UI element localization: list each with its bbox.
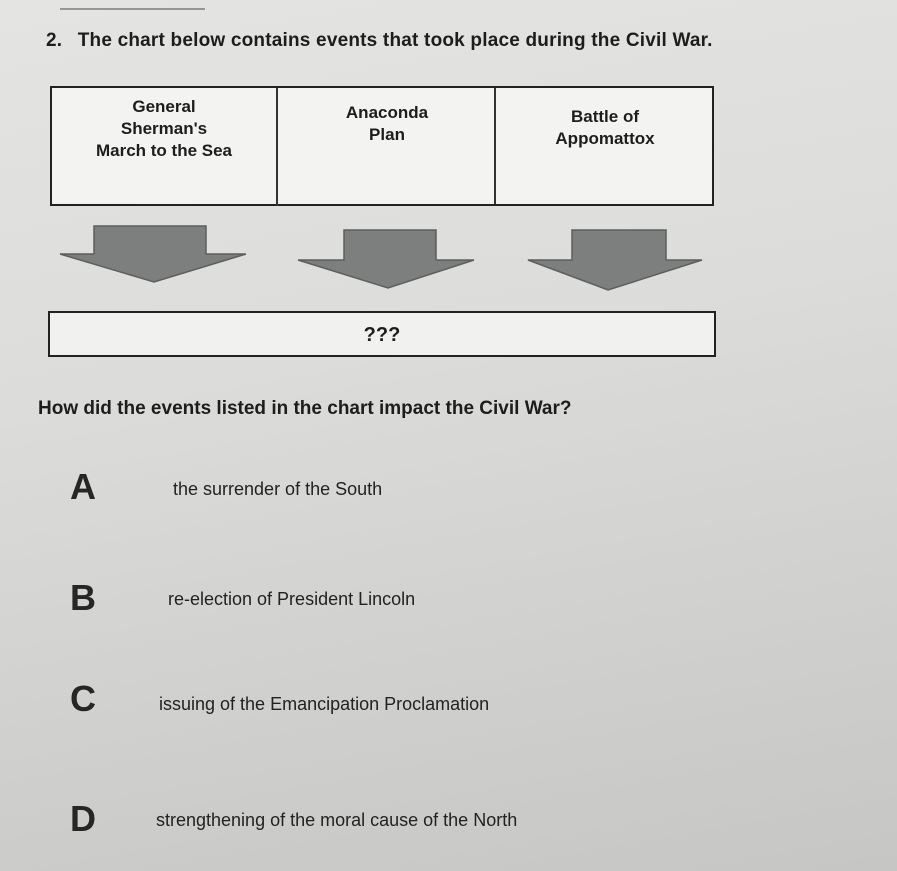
down-arrow-icon <box>526 228 706 292</box>
choice-text: issuing of the Emancipation Proclamation <box>159 694 490 714</box>
choice-text: the surrender of the South <box>173 479 383 499</box>
choice-letter: A <box>70 466 96 507</box>
event-label: General Sherman's March to the Sea <box>95 97 233 160</box>
choice-letter: C <box>70 678 96 719</box>
question-prompt: How did the events listed in the chart impact the Civil War? <box>38 398 572 419</box>
down-arrow-icon <box>58 224 250 286</box>
event-label: Battle of Appomattox <box>555 107 655 148</box>
question-stem <box>46 30 713 52</box>
event-cell-anaconda <box>276 88 496 206</box>
choice-letter: B <box>70 577 96 618</box>
down-arrow-icon <box>296 228 478 290</box>
event-label: Anaconda Plan <box>345 103 429 144</box>
question-text: The chart below contains events that took place during the Civil War. <box>77 30 713 51</box>
choice-text: strengthening of the moral cause of the North <box>156 810 518 830</box>
event-cell-sherman <box>52 88 276 204</box>
choice-text: re-election of President Lincoln <box>168 589 416 609</box>
question-number: 2. <box>46 30 63 51</box>
event-cell-appomattox <box>494 88 714 204</box>
cropped-header-remnant <box>60 0 205 10</box>
events-table <box>50 86 714 206</box>
unknown-result-box <box>48 311 716 357</box>
choice-letter: D <box>70 798 96 839</box>
unknown-result-text: ??? <box>363 324 401 346</box>
